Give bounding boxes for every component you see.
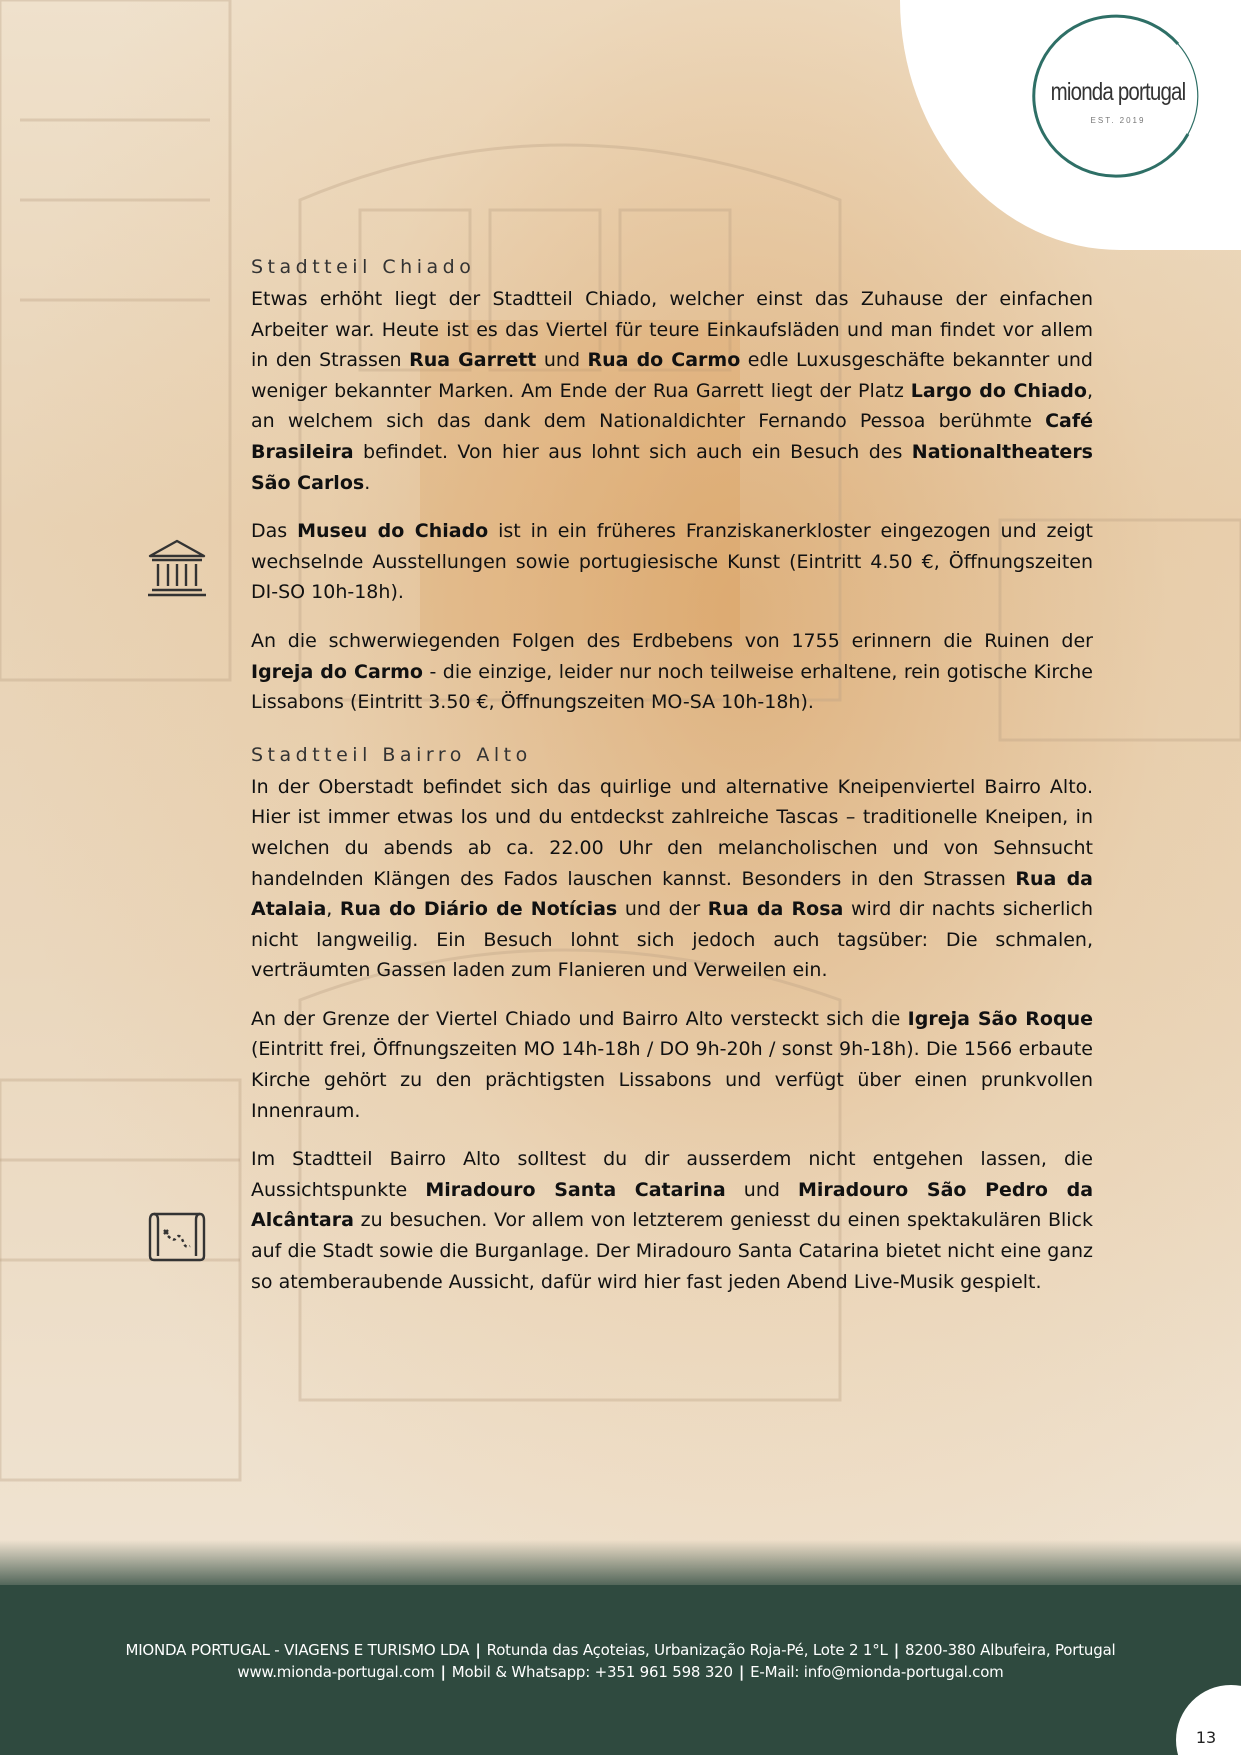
footer-separator: | (893, 1641, 899, 1659)
paragraph (251, 1144, 1093, 1297)
bold-place-name: Rua do Carmo (587, 349, 741, 372)
text-run: In der Oberstadt befindet sich das quirlige und alternative Kneipenviertel Bairro Alto. Hier ist immer etwas los und du entdeckst zahlreiche Tascas – traditionelle Kneipen, in welchen du abends ab ca. 22.00 Uhr den melancholischen und von Sehnsucht handelnden Klängen des Fados lauschen kannst. Besonders in den Strassen (251, 775, 1093, 890)
section-bairro-alto (251, 742, 1093, 1298)
text-run: befindet. Von hier aus lohnt sich auch ein Besuch des (353, 440, 912, 463)
logo-name: mionda portugal (1050, 78, 1186, 106)
footer-city: 8200-380 Albufeira, Portugal (904, 1641, 1116, 1659)
text-run: , an welchem sich das dank dem Nationaldichter Fernando Pessoa berühmte (251, 379, 1094, 433)
paragraph (251, 1004, 1093, 1126)
text-run: Etwas erhöht liegt der Stadtteil Chiado, welcher einst das Zuhause der einfachen Arbeiter war. Heute ist es das Viertel für teure Einkaufsläden und man findet vor allem in den Strassen (251, 288, 1093, 372)
footer (0, 1585, 1241, 1755)
footer-company-line (0, 1641, 1241, 1659)
text-run: . (364, 471, 371, 494)
text-run: An der Grenze der Viertel Chiado und Bairro Alto versteckt sich die (251, 1007, 908, 1030)
text-run: - die einzige, leider nur noch teilweise erhaltene, rein gotische Kirche Lissabons (Eintritt 3.50 €, Öffnungszeiten MO-SA 10h-18h). (251, 660, 1093, 714)
text-run: Im Stadtteil Bairro Alto solltest du dir ausserdem nicht entgehen lassen, die Aussichtspunkte (251, 1148, 1093, 1201)
section-chiado (251, 254, 1093, 718)
bold-place-name: Largo do Chiado (910, 379, 1087, 402)
footer-website-link[interactable]: www.mionda-portugal.com (237, 1663, 435, 1681)
bold-place-name: Rua do Diário de Notícias (339, 898, 618, 921)
text-run: zu besuchen. Vor allem von letzterem geniesst du einen spektakulären Blick auf die Stadt sowie die Burganlage. Der Miradouro Santa Catarina bietet nicht eine ganz so atemberaubende Aussicht, dafür wird hier fast jeden Abend Live-Musik gespielt. (251, 1209, 1093, 1293)
bold-place-name: Café Brasileira (251, 410, 1093, 463)
section-heading: Stadtteil Chiado (251, 256, 476, 278)
paragraph (251, 284, 1093, 498)
page-number: 13 (1195, 1728, 1217, 1747)
text-run: und (536, 349, 588, 372)
paragraph (251, 626, 1093, 718)
text-run: und der (617, 898, 708, 921)
text-run: Das (251, 520, 298, 543)
footer-separator: | (475, 1641, 481, 1659)
text-run: und (725, 1178, 799, 1201)
footer-fade (0, 1540, 1241, 1590)
bold-place-name: Rua da Atalaia (251, 867, 1093, 921)
text-run: wird dir nachts sicherlich nicht langweilig. Ein Besuch lohnt sich jedoch auch tagsüber: Die schmalen, verträumten Gassen laden zum Flanieren und Verweilen ein. (251, 898, 1093, 982)
section-heading: Stadtteil Bairro Alto (251, 743, 532, 766)
bold-place-name: Rua Garrett (409, 349, 537, 372)
map-icon (146, 1206, 208, 1264)
text-run: An die schwerwiegenden Folgen des Erdbebens von 1755 erinnern die Ruinen der (251, 629, 1093, 652)
text-run: ist in ein früheres Franziskanerkloster eingezogen und zeigt wechselnde Ausstellungen sowie portugiesische Kunst (Eintritt 4.50 €, Öffnungszeiten DI-SO 10h-18h). (251, 520, 1093, 604)
bold-place-name: Rua da Rosa (707, 898, 844, 921)
footer-address: Rotunda das Açoteias, Urbanização Roja-Pé, Lote 2 1°L (486, 1641, 888, 1659)
bold-place-name: Museu do Chiado (297, 520, 489, 543)
footer-phone: Mobil & Whatsapp: +351 961 598 320 (451, 1663, 733, 1681)
footer-company: MIONDA PORTUGAL - VIAGENS E TURISMO LDA (125, 1641, 470, 1659)
footer-separator: | (738, 1663, 745, 1681)
museum-icon (146, 538, 208, 598)
bold-place-name: Igreja São Roque (907, 1007, 1093, 1030)
text-run: edle Luxusgeschäfte bekannter und weniger bekannter Marken. Am Ende der Rua Garrett liegt der Platz (251, 349, 1093, 402)
footer-contact-line (0, 1663, 1241, 1681)
footer-email-link[interactable]: E-Mail: info@mionda-portugal.com (750, 1663, 1004, 1681)
paragraph (251, 516, 1093, 608)
bold-place-name: Miradouro Santa Catarina (425, 1178, 726, 1201)
paragraph (251, 772, 1093, 986)
bold-place-name: Igreja do Carmo (251, 660, 423, 683)
bold-place-name: Miradouro São Pedro da Alcântara (251, 1178, 1094, 1232)
bold-place-name: Nationaltheaters São Carlos (251, 440, 1093, 494)
text-run: (Eintritt frei, Öffnungszeiten MO 14h-18h / DO 9h-20h / sonst 9h-18h). Die 1566 erbaute Kirche gehört zu den prächtigsten Lissabons und verfügt über einen prunkvollen Innenraum. (251, 1038, 1093, 1122)
footer-separator: | (440, 1663, 446, 1681)
text-run: , (326, 898, 340, 921)
main-content (251, 254, 1093, 1315)
logo-est: EST. 2019 (1090, 116, 1146, 125)
